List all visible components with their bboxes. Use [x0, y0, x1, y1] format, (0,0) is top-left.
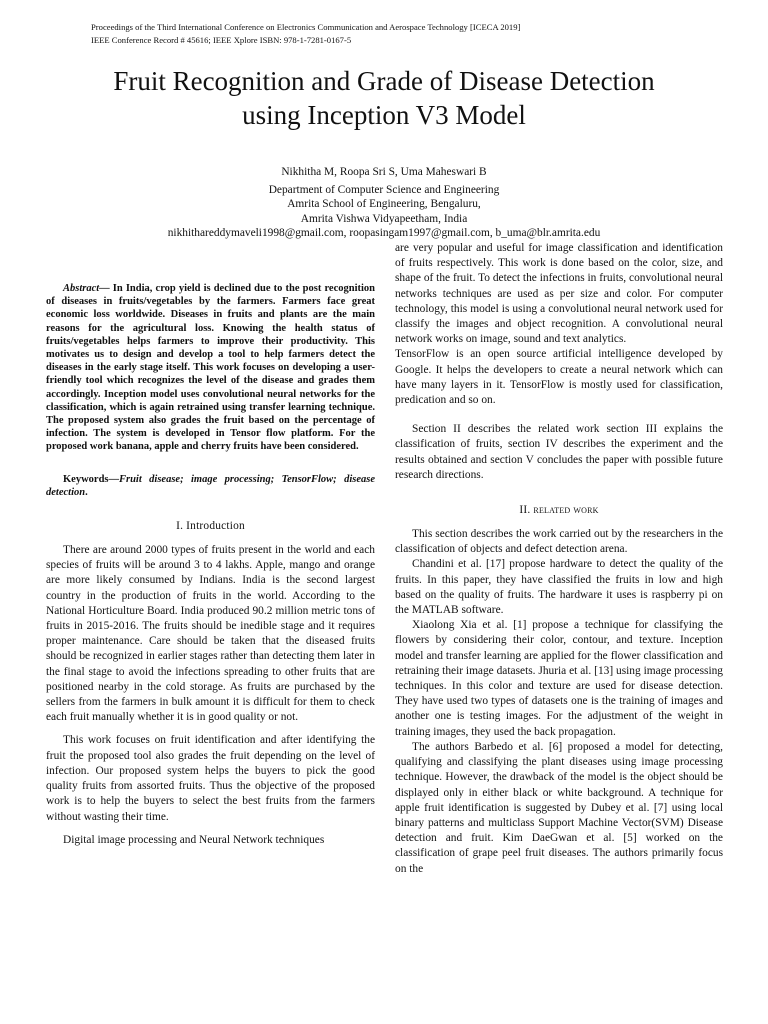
author-university: Amrita Vishwa Vidyapeetham, India: [300, 212, 468, 225]
related-paragraph-2: Chandini et al. [17] propose hardware to detect the quality of the fruits. In this paper, they have classified the fruits in low and high based on the quality of fruits. The hardware it uses is raspberry pi on the MATLAB software.: [395, 558, 723, 617]
related-paragraph-1: This section describes the work carried out by the researchers in the classification of objects and defect detection arena.: [395, 528, 723, 556]
paper-title-line-2: using Inception V3 Model: [242, 100, 526, 130]
section-heading-related-work: II. related work: [519, 504, 599, 517]
keywords-label: Keywords—: [63, 473, 119, 485]
author-department: Department of Computer Science and Engineering: [268, 183, 500, 196]
paper-organization-paragraph: Section II describes the related work section III explains the classification of fruits, section IV describes the experiment and the results obtained and section V concludes the paper with possible future research directions.: [395, 423, 723, 481]
keywords-end: .: [85, 486, 88, 498]
abstract: [46, 282, 375, 454]
left-column: [46, 282, 375, 848]
section-heading-introduction: I. Introduction: [176, 520, 245, 533]
keywords: [46, 473, 375, 499]
intro-paragraph-3: Digital image processing and Neural Network techniques: [63, 833, 325, 846]
paper-title: [20, 64, 748, 132]
author-names: Nikhitha M, Roopa Sri S, Uma Maheswari B: [281, 166, 487, 178]
paper-title-line-1: Fruit Recognition and Grade of Disease Detection: [113, 66, 655, 96]
author-emails: nikhithareddymaveli1998@gmail.com, roopasingam1997@gmail.com, b_uma@blr.amrita.edu: [167, 227, 601, 239]
intro-paragraph-1: There are around 2000 types of fruits present in the world and each species of fruits will be around 3 to 4 lakhs. Apple, mango and orange are more likely consumed by Indians. India is the second largest country in the production of fruits in the world. According to the National Horticulture Board. India produced 90.2 million metric tons of fruits in 2015-2016. The fruits should be inedible stage and it requires proper maintenance. Care should be taken that the diseased fruits should be recognized in earlier stages rather than detecting them later in the final stage to avoid the infections spreading to other fruits that are positioned nearby in the cold storage. As fruits are purchased by the sellers from the farmers in bulk amount it is difficult for them to check each fruit manually whether it is in good quality or not.: [46, 544, 375, 724]
abstract-lead: Abstract: [63, 283, 100, 294]
abstract-text: — In India, crop yield is declined due to the post recognition of diseases in fruits/vegetables by the farmers. Farmers face great economic loss worldwide. Diseases in fruits and plants are the main reasons for the agricultural loss. Knowing the health status of fruits/vegetables helps farmers to improve their productivity. This motivates us to design and develop a tool to help farmers detect the diseases in the early stage itself. This work focuses on developing a user-friendly tool which recognizes the level of the disease and grades them accordingly. Inception model uses convolutional neural networks for the classification, which is again retrained using transfer learning technique. The proposed system also grades the fruit based on the percentage of infection. The system is developed in Tensor flow platform. For the proposed work banana, apple and cherry fruits have been considered.: [46, 283, 375, 453]
right-column: [395, 241, 723, 877]
intro-paragraph-4: are very popular and useful for image classification and identification of fruits respectively. This work is done based on the color, size, and shape of the fruit. To detect the infections in fruits, convolutional neural networks techniques are used as per size and color. For computer technology, this model is using a convolutional neural network used for classify the images and object recognition. A convolutional neural network works on image, sound and text analytics.: [395, 242, 723, 346]
related-paragraph-4: The authors Barbedo et al. [6] proposed a model for detecting, qualifying and classifying the plant diseases using image processing technique. However, the drawback of the model is the object should be displayed only in either black or white background. A technique for apple fruit identification is suggested by Dubey et al. [7] using local binary patterns and multiclass Support Machine Vector(SVM) Disease detection and fruit. Kim DaeGwan et al. [5] worked on the classification of grape peel fruit diseases. The authors primarily focus on the: [395, 740, 723, 875]
conference-header-line-2: IEEE Conference Record # 45616; IEEE Xplore ISBN: 978-1-7281-0167-5: [91, 35, 352, 45]
author-block: [0, 165, 768, 241]
conference-header: [91, 21, 691, 47]
intro-paragraph-2: This work focuses on fruit identification and after identifying the fruit the proposed tool also grades the fruit depending on the level of infection. Our proposed system helps the buyers to pick the good quality fruits from assorted fruits. Thus the objective of the proposed work is to help the buyers to select the best fruits from the farmers without wasting their time.: [46, 734, 375, 823]
conference-header-line-1: Proceedings of the Third International Conference on Electronics Communication and Aerospace Technology [ICECA 2019]: [91, 22, 521, 32]
author-school: Amrita School of Engineering, Bengaluru,: [287, 198, 481, 210]
tensorflow-paragraph: TensorFlow is an open source artificial intelligence developed by Google. It helps the developers to create a neural network which can have many layers in it. TensorFlow is mostly used for classification, predication and so on.: [395, 348, 723, 407]
keywords-text: Fruit disease; image processing; TensorFlow; disease detection: [46, 473, 375, 498]
related-paragraph-3: Xiaolong Xia et al. [1] propose a technique for classifying the flowers by considering their color, contour, and texture. Inception model and transfer learning are applied for the flower classification and retraining their image datasets. Jhuria et al. [13] using image processing techniques. In this color and texture are used for disease detection. They have used two types of datasets one is the training of images and another one is testing images. For the adjustment of the weight in training images, they used the back propagation.: [395, 619, 723, 738]
